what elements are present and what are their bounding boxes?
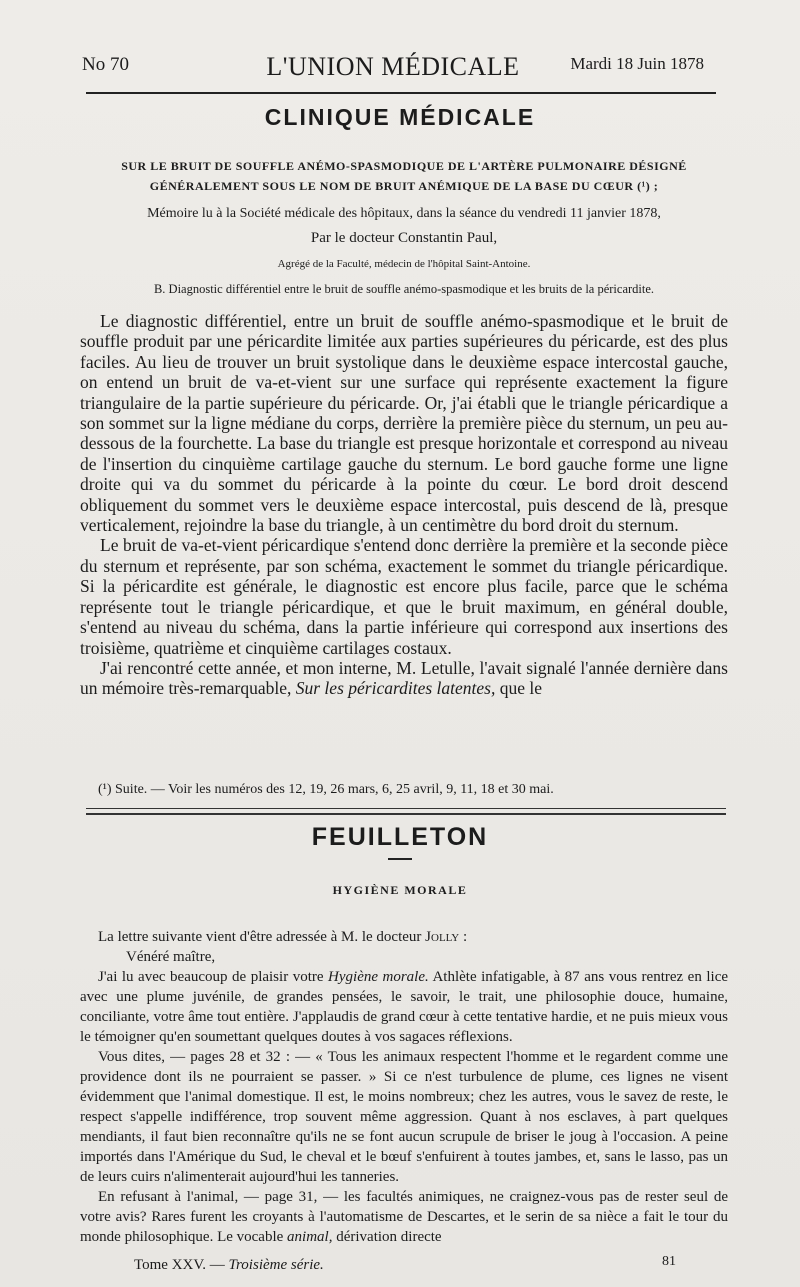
paragraph-2: Le bruit de va-et-vient péricardique s'entend donc derrière la première et la seconde pièce du sternum et représente, par son schéma, exactement le sommet du triangle péricardique. Si la péricardite est générale, le diagnostic est encore plus facile, parce que le schéma représente tout le triangle péricardique, et que le bruit maximum, en général double, s'entend au niveau du schéma, dans la partie inférieure qui correspond aux insertions des troisième, quatrième et cinquième cartilages costaux.: [80, 535, 728, 658]
article-body: [80, 311, 728, 699]
letter-p3-italic: animal,: [287, 1229, 333, 1245]
paragraph-3-text: J'ai rencontré cette année, et mon interne, M. Letulle, l'avait signalé l'année dernière dans un mémoire très-remarquable,: [80, 657, 728, 699]
article-subtitle: [80, 156, 728, 196]
letter-p3-prefix: En refusant à l'animal, — page 31, — les facultés animiques, ne craignez-vous pas de rester seul de votre avis? Rares furent les croyants à l'automatisme de Descartes, et le serin de sa nièce a fait le tour du monde philosophique. Le vocable: [80, 1189, 728, 1245]
issue-number: No 70: [82, 54, 129, 75]
letter-p1-rest: Athlète infatigable, à 87 ans vous rentrez en lice avec une plume juvénile, de grandes pensées, le savoir, le trait, une philosophie douce, humaine, conciliante, votre âme tout entière. J'applaudis de grand cœur à cette tentative hardie, et ne puis mieux vous le témoigner qu'en soumettant quelques doutes à vos sagaces réflexions.: [80, 969, 729, 1045]
section-heading-feuilleton: FEUILLETON: [311, 823, 489, 851]
section-heading-clinique: CLINIQUE MÉDICALE: [264, 104, 536, 130]
letter-paragraph-2: Vous dites, — pages 28 et 32 : — « Tous les animaux respectent l'homme et le regardent comme une providence dont ils ne pourraient se passer. » Si ce n'est turbulence de plume, ces lignes ne visent évidemment que l'animal domestique. Il est, le moins nombreux; chez les autres, vous le savez de reste, le respect s'appelle indifférence, trop souvent même aggression. Quant à nos esclaves, à part quelques mendiants, il faut bien reconnaître qu'ils ne se font aucun scrupule de briser le joug à l'occasion. A peine importés dans l'Amérique du Sud, le cheval et le bœuf s'enfuirent à toutes jambes, et, sans le lasso, pas un de leurs cuirs n'alimenterait aujourd'hui les tanneries.: [80, 1049, 728, 1185]
issue-date: Mardi 18 Juin 1878: [570, 54, 704, 73]
footer-volume-prefix: Tome XXV. —: [134, 1257, 229, 1273]
page-number: 81: [662, 1254, 676, 1269]
letter-p1-prefix: J'ai lu avec beaucoup de plaisir votre: [98, 969, 329, 985]
paragraph-3: [80, 658, 728, 699]
section-divider: [86, 808, 726, 815]
footer-volume: [134, 1257, 324, 1274]
paragraph-1: Le diagnostic différentiel, entre un bruit de souffle anémo-spasmodique et le bruit de souffle produit par une péricardite limitée aux parties supérieures du péricarde, est des plus faciles. Au lieu de trouver un bruit systolique dans le deuxième espace intercostal gauche, on entend un bruit de va-et-vient sur une surface qui représente exactement la figure triangulaire de la partie supérieure du péricarde. Or, j'ai établi que le triangle péricardique a son sommet sur la ligne médiane du corps, derrière la première pièce du sternum, un peu au-dessous de la fourchette. La base du triangle est presque horizontale et correspond au niveau de l'insertion du cinquième cartilage gauche du sternum. Le bord gauche forme une ligne droite qui va du sommet du péricarde à la pointe du cœur. Le bord droit descend obliquement du sommet vers le deuxième espace intercostal, puis descend de là, presque verticalement, rejoindre la base du triangle, à un centimètre du bord droit du sternum.: [80, 311, 728, 536]
letter-paragraph-1: [80, 967, 728, 1047]
feuilleton-body: [80, 927, 728, 1247]
subtitle-line-1: SUR LE BRUIT DE SOUFFLE ANÉMO-SPASMODIQUE DE L'ARTÈRE PULMONAIRE DÉSIGNÉ: [121, 159, 687, 173]
intro-line: [80, 927, 728, 947]
subtitle-line-2: GÉNÉRALEMENT SOUS LE NOM DE BRUIT ANÉMIQUE DE LA BASE DU CŒUR (¹) ;: [149, 179, 659, 193]
author-line: Par le docteur Constantin Paul,: [310, 230, 498, 246]
footnote: (¹) Suite. — Voir les numéros des 12, 19, 26 mars, 6, 25 avril, 9, 11, 18 et 30 mai.: [98, 782, 554, 797]
header-rule: [86, 92, 716, 94]
feuilleton-rule: [388, 858, 412, 860]
letter-p3-suffix: dérivation directe: [332, 1229, 442, 1245]
paragraph-3-end: que le: [495, 678, 543, 699]
subheading-hygiene: HYGIÈNE MORALE: [332, 883, 468, 897]
footer-series: Troisième série.: [228, 1257, 324, 1273]
letter-paragraph-3: [80, 1187, 728, 1247]
journal-title: L'UNION MÉDICALE: [266, 52, 520, 81]
intro-suffix: :: [459, 929, 468, 945]
paragraph-3-italic: Sur les péricardites latentes,: [295, 678, 496, 699]
affiliation-line: Agrégé de la Faculté, médecin de l'hôpital Saint-Antoine.: [277, 258, 531, 270]
intro-name: Jolly: [425, 929, 460, 945]
greeting: Vénéré maître,: [126, 949, 216, 965]
memoire-line: Mémoire lu à la Société médicale des hôpitaux, dans la séance du vendredi 11 janvier 1878,: [147, 206, 661, 221]
section-b-title: B. Diagnostic différentiel entre le bruit de souffle anémo-spasmodique et les bruits de la péricardite.: [153, 282, 655, 296]
page-header: [82, 48, 704, 88]
intro-prefix: La lettre suivante vient d'être adressée à M. le docteur: [98, 929, 426, 945]
letter-p1-title: Hygiène morale.: [328, 969, 429, 985]
